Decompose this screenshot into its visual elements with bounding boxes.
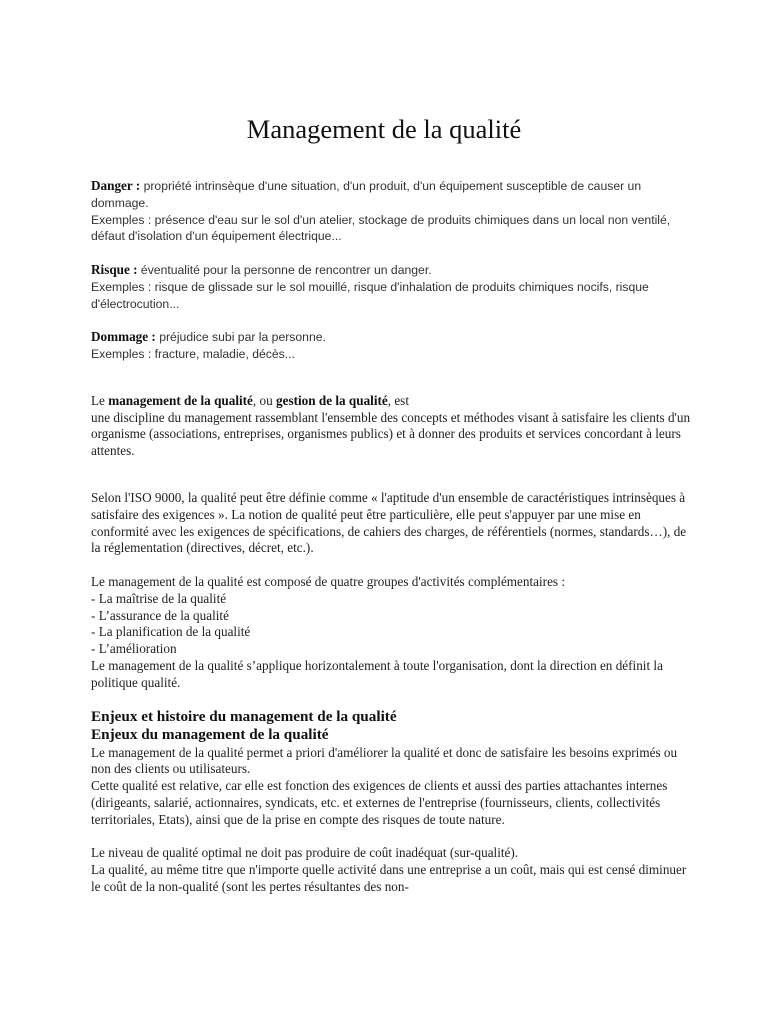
document-body [91,178,691,896]
definition-term: Dommage : [91,329,156,345]
intro-middle: , ou [252,392,276,408]
definition-examples: Exemples : présence d'eau sur le sol d'un atelier, stockage de produits chimiques dans un local non ventilé, défaut d'isolation d'un équipement électrique... [91,212,671,244]
optimal-paragraph-2: La qualité, au même titre que n'importe quelle activité dans une entreprise a un coût, mais qui est censé diminuer le coût de la non-qualité (sont les pertes résultantes des non- [91,862,687,894]
intro-prefix: Le [91,392,109,408]
intro-continuation: une discipline du management rassemblant l'ensemble des concepts et méthodes visant à satisfaire les clients d'un organisme (associations, entreprises, organismes publics) et à donner des produits et services concordant à leurs attentes. [91,409,691,459]
optimal-paragraph-1: Le niveau de qualité optimal ne doit pas produire de coût inadéquat (sur-qualité). [91,845,519,861]
page-title: Management de la qualité [246,114,522,144]
intro-bold-term-2: gestion de la qualité [276,392,388,408]
group-item: - La planification de la qualité [91,624,251,640]
definition-term: Risque : [91,261,138,277]
enjeux-paragraph-1: Le management de la qualité permet a priori d'améliorer la qualité et donc de satisfaire les besoins exprimés ou non des clients ou utilisateurs. [91,744,678,777]
groups-intro: Le management de la qualité est composé de quatre groupes d'activités complémentaires : [91,573,566,589]
intro-bold-term-1: management de la qualité [108,392,253,408]
definition-examples: Exemples : fracture, maladie, décès... [91,346,295,361]
definition-examples: Exemples : risque de glissade sur le sol mouillé, risque d'inhalation de produits chimiques nocifs, risque d'électrocution... [91,279,649,311]
groups-outro: Le management de la qualité s’applique horizontalement à toute l'organisation, dont la direction en définit la politique qualité. [91,657,663,690]
intro-suffix: , est [387,392,409,408]
subsection-heading: Enjeux du management de la qualité [91,726,329,744]
iso-paragraph: Selon l'ISO 9000, la qualité peut être définie comme « l'aptitude d'un ensemble de caractéristiques intrinsèques à satisfaire des exigences ». La notion de qualité peut être particulière, elle peut s'appuyer par une mise en conformité avec les exigences de spécifications, de cahiers des charges, de référentiels (normes, standards…), de la réglementation (directives, décret, etc.). [91,489,687,556]
definition-text: propriété intrinsèque d'une situation, d'un produit, d'un équipement susceptible de causer un dommage. [91,179,642,210]
intro-paragraph [91,393,691,410]
definition-dommage [91,329,691,346]
definition-term: Danger : [91,178,141,193]
definition-danger [91,178,691,212]
definition-text: éventualité pour la personne de rencontrer un danger. [137,262,432,277]
group-item: - L’amélioration [91,641,177,657]
group-item: - L’assurance de la qualité [91,607,229,623]
definition-text: préjudice subi par la personne. [155,330,326,345]
definition-risque [91,262,691,279]
group-item: - La maîtrise de la qualité [91,590,227,606]
section-heading: Enjeux et histoire du management de la qualité [91,707,397,725]
enjeux-paragraph-2: Cette qualité est relative, car elle est fonction des exigences de clients et aussi des parties attachantes internes (dirigeants, salarié, actionnaires, syndicats, etc. et externes de l'entreprise (fournisseurs, clients, collectivités territoriales, Etats), ainsi que de la prise en compte des risques de toute nature. [91,778,668,827]
